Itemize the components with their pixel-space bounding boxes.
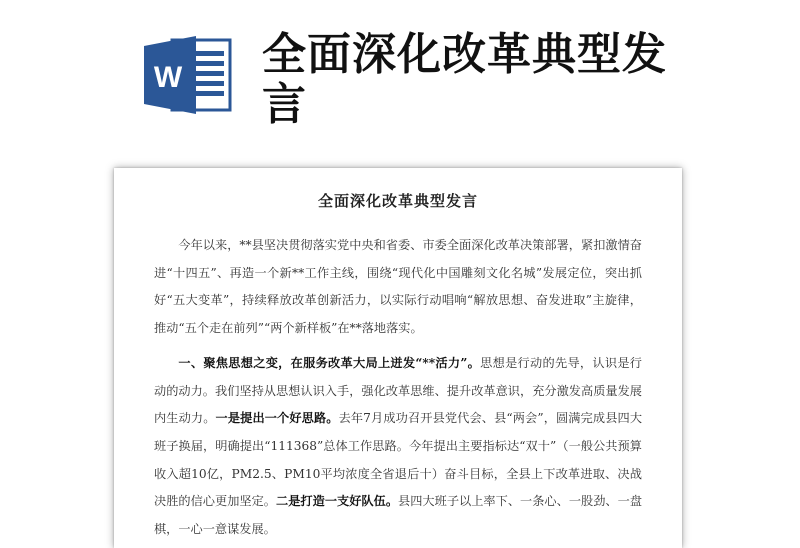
page-title: 全面深化改革典型发言 bbox=[317, 192, 478, 210]
point-heading-1: 一是提出一个好思路。 bbox=[215, 411, 339, 426]
point-heading-2: 二是打造一支好队伍。 bbox=[276, 494, 399, 509]
point-text-1: 去年7月成功召开县党代会、县“两会”，圆满完成县四大班子换届，明确提出“111368”总体工作思路。今年提出主要指标达“双十”（一般公共预算收入超10亿，PM2.5、PM10平均浓度全省退后十）奋斗目标，全县上下改革进取、决战决胜的信心更加坚定。 bbox=[154, 411, 643, 509]
document-title: 全面深化改革典型发言 bbox=[262, 29, 667, 130]
header bbox=[0, 0, 800, 150]
section-heading: 一、聚焦思想之变，在服务改革大局上迸发“**活力”。 bbox=[178, 355, 481, 370]
section-text: 思想是行动的先导，认识是行动的动力。我们坚持从思想认识入手，强化改革思维、提升改革意识，充分激发高质量发展内生动力。 bbox=[154, 355, 642, 426]
paragraph-section-1 bbox=[154, 350, 642, 544]
point-text-2: 县四大班子以上率下、一条心、一股劲、一盘棋，一心一意谋发展。 bbox=[154, 494, 643, 537]
word-icon-letter: W bbox=[153, 61, 183, 94]
document-page bbox=[114, 168, 682, 548]
document-body bbox=[154, 232, 642, 544]
word-document-icon bbox=[142, 34, 232, 116]
paragraph-intro: 今年以来，**县坚决贯彻落实党中央和省委、市委全面深化改革决策部署，紧扣激情奋进“十四五”、再造一个新**工作主线，围绕“现代化中国雕刻文化名城”发展定位，突出抓好“五大变革”，持续释放改革创新活力，以实际行动唱响“解放思想、奋发进取”主旋律，推动“五个走在前列”“两个新样板”在**落地落实。 bbox=[154, 238, 642, 336]
